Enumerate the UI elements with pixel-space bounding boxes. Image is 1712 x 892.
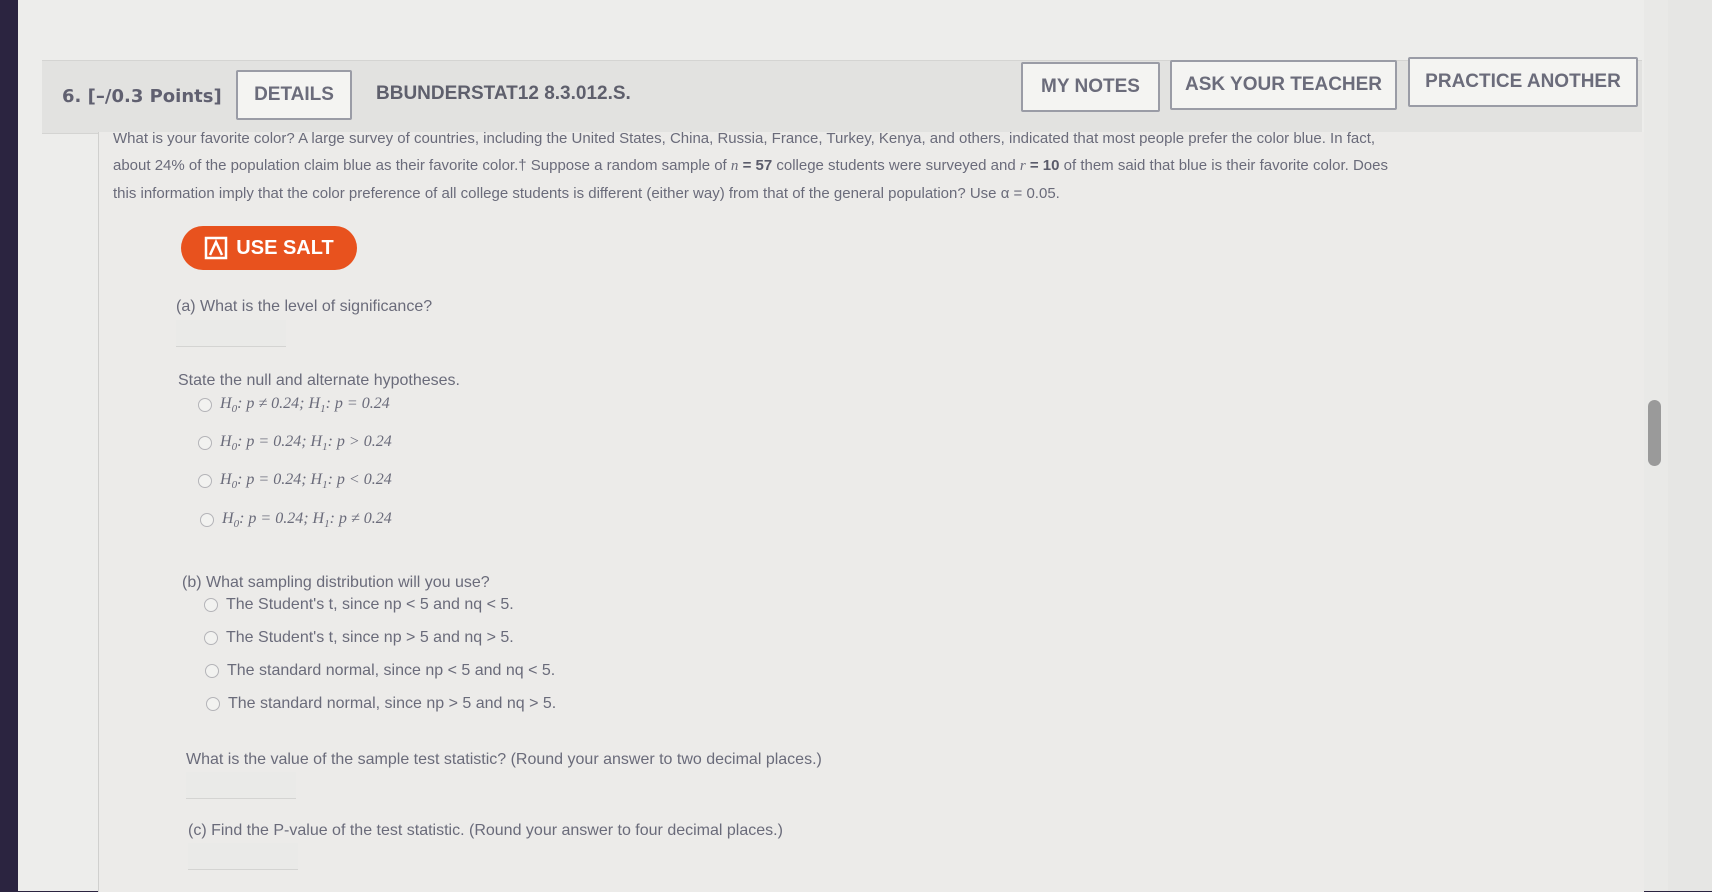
distribution-text: The standard normal, since np > 5 and nq > 5.	[228, 695, 557, 712]
distribution-text: The standard normal, since np < 5 and nq < 5.	[227, 662, 556, 679]
distribution-option[interactable]	[204, 596, 514, 614]
hypotheses-prompt: State the null and alternate hypotheses.	[178, 372, 460, 389]
salt-icon	[204, 236, 228, 260]
radio-button[interactable]	[198, 474, 212, 488]
details-button[interactable]: DETAILS	[236, 70, 352, 120]
test-statistic-question: What is the value of the sample test statistic? (Round your answer to two decimal places.)	[186, 751, 822, 768]
practice-another-button[interactable]: PRACTICE ANOTHER	[1408, 57, 1638, 107]
hypothesis-option[interactable]	[198, 433, 392, 453]
hypothesis-option[interactable]	[198, 471, 392, 491]
distribution-text: The Student's t, since np < 5 and nq < 5.	[226, 596, 514, 613]
hypothesis-text: $H_0$: p = 0.24; $H_1$: p > 0.24	[220, 433, 392, 454]
radio-button[interactable]	[204, 598, 218, 612]
part-b-question: (b) What sampling distribution will you use?	[182, 574, 490, 591]
test-statistic-input[interactable]	[186, 772, 296, 799]
radio-button[interactable]	[204, 631, 218, 645]
hypothesis-option[interactable]	[200, 510, 392, 530]
significance-input[interactable]	[176, 320, 286, 347]
hypothesis-text: $H_0$: p = 0.24; $H_1$: p ≠ 0.24	[222, 510, 392, 531]
scrollbar-thumb[interactable]	[1648, 400, 1661, 466]
r-value: = 10	[1029, 157, 1060, 174]
my-notes-button[interactable]: MY NOTES	[1021, 62, 1160, 112]
distribution-option[interactable]	[204, 629, 514, 647]
question-number	[62, 86, 222, 107]
question-index: 6.	[62, 86, 82, 107]
prompt-line-3	[113, 180, 1623, 207]
screen-bezel	[1668, 0, 1712, 891]
prompt-text-3a: this information imply that the color preference of all college students is different (either way) from that of the general population? Use	[113, 185, 1001, 202]
problem-code: BBUNDERSTAT12 8.3.012.S.	[376, 83, 631, 104]
use-salt-button[interactable]	[181, 226, 357, 270]
question-prompt	[113, 125, 1623, 207]
n-value: = 57	[742, 157, 773, 174]
prompt-text-2a: about 24% of the population claim blue as their favorite color.† Suppose a random sample of	[113, 157, 731, 174]
ask-teacher-button[interactable]: ASK YOUR TEACHER	[1170, 60, 1397, 110]
question-points: [–/0.3 Points]	[87, 86, 222, 107]
radio-button[interactable]	[205, 664, 219, 678]
alpha-value: α = 0.05.	[1000, 185, 1060, 202]
hypothesis-text: $H_0$: p ≠ 0.24; $H_1$: p = 0.24	[220, 395, 390, 416]
prompt-text-1: What is your favorite color? A large survey of countries, including the United States, China, Russia, France, Turkey, Kenya, and others, indicated that most people prefer the color blue. In fact,	[113, 130, 1376, 147]
prompt-line-2	[113, 152, 1623, 180]
n-symbol: n	[730, 158, 739, 174]
r-symbol: r	[1019, 158, 1026, 174]
prompt-text-2b: college students were surveyed and	[772, 157, 1020, 174]
hypothesis-text: $H_0$: p = 0.24; $H_1$: p < 0.24	[220, 471, 392, 492]
distribution-text: The Student's t, since np > 5 and nq > 5.	[226, 629, 514, 646]
use-salt-label: USE SALT	[236, 236, 334, 259]
p-value-input[interactable]	[188, 843, 298, 870]
prompt-line-1	[113, 125, 1623, 152]
distribution-option[interactable]	[206, 695, 556, 713]
radio-button[interactable]	[200, 513, 214, 527]
part-c-question: (c) Find the P-value of the test statistic. (Round your answer to four decimal places.)	[188, 822, 783, 839]
radio-button[interactable]	[198, 398, 212, 412]
prompt-text-2c: of them said that blue is their favorite color. Does	[1059, 157, 1388, 174]
distribution-option[interactable]	[205, 662, 555, 680]
part-a-question: (a) What is the level of significance?	[176, 298, 433, 315]
hypothesis-option[interactable]	[198, 395, 390, 415]
radio-button[interactable]	[198, 436, 212, 450]
radio-button[interactable]	[206, 697, 220, 711]
